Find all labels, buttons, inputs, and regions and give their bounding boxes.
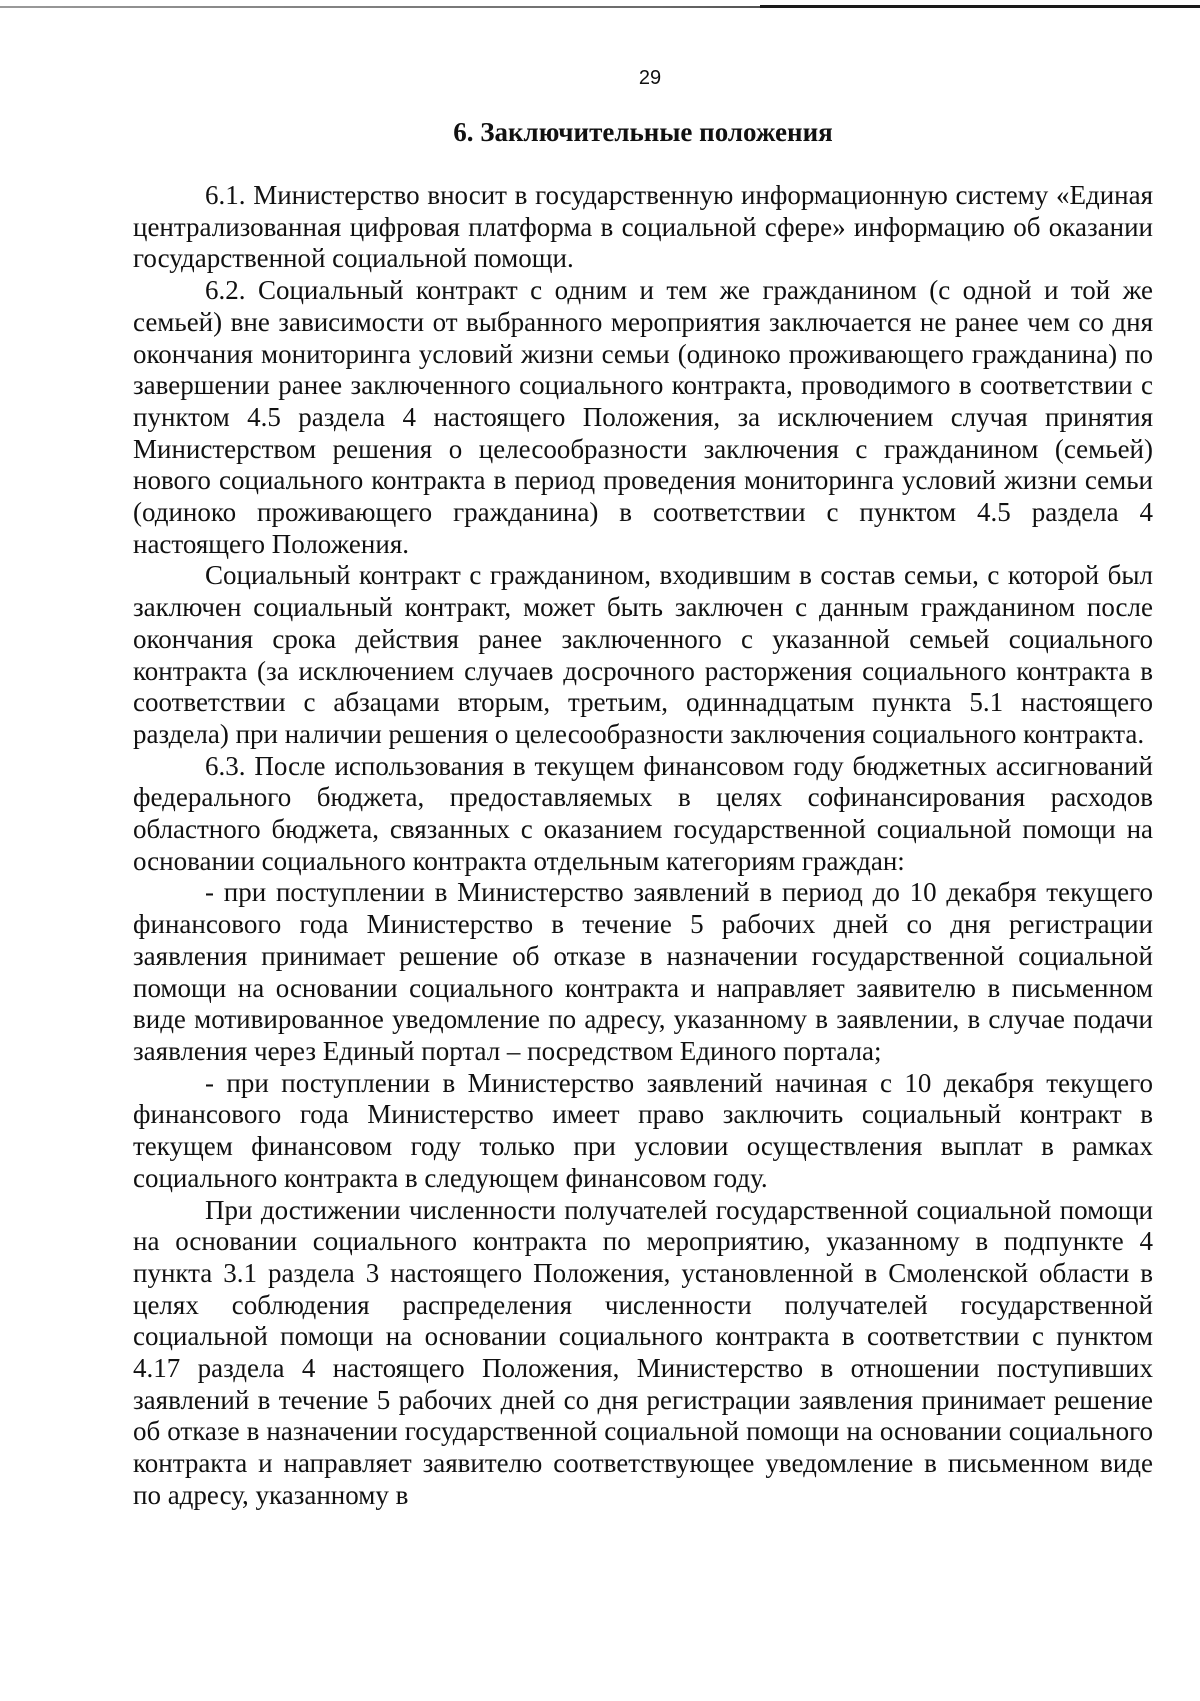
paragraph-6-1: 6.1. Министерство вносит в государственную информационную систему «Единая централизованная цифровая платформа в социальной сфере» информацию об оказании государственной социальной помощи. <box>133 180 1153 274</box>
paragraph-6-3: 6.3. После использования в текущем финансовом году бюджетных ассигнований федерального бюджета, предоставляемых в целях софинансирования расходов областного бюджета, связанных с оказанием государственной социальной помощи на основании социального контракта отдельным категориям граждан: <box>133 750 1153 876</box>
document-body <box>133 180 1153 1512</box>
scan-top-edge-dark <box>760 5 1200 8</box>
page-number: 29 <box>638 67 662 89</box>
section-title: 6. Заключительные положения <box>453 117 833 147</box>
paragraph-6-3-item-2: - при поступлении в Министерство заявлений начиная с 10 декабря текущего финансового года Министерство имеет право заключить социальный контракт в текущем финансовом году только при условии осуществления выплат в рамках социального контракта в следующем финансовом году. <box>133 1067 1153 1193</box>
paragraph-6-2: 6.2. Социальный контракт с одним и тем же гражданином (с одной и той же семьей) вне зависимости от выбранного мероприятия заключается не ранее чем со дня окончания мониторинга условий жизни семьи (одиноко проживающего гражданина) по завершении ранее заключенного социального контракта, проводимого в соответствии с пунктом 4.5 раздела 4 настоящего Положения, за исключением случая принятия Министерством решения о целесообразности заключения с гражданином (семьей) нового социального контракта в период проведения мониторинга условий жизни семьи (одиноко проживающего гражданина) в соответствии с пунктом 4.5 раздела 4 настоящего Положения. <box>133 275 1153 559</box>
paragraph-6-3-item-1: - при поступлении в Министерство заявлений в период до 10 декабря текущего финансового года Министерство в течение 5 рабочих дней со дня регистрации заявления принимает решение об отказе в назначении государственной социальной помощи на основании социального контракта и направляет заявителю в письменном виде мотивированное уведомление по адресу, указанному в заявлении, в случае подачи заявления через Единый портал – посредством Единого портала; <box>133 877 1153 1066</box>
paragraph-6-3-final: При достижении численности получателей государственной социальной помощи на основании социального контракта по мероприятию, указанному в подпункте 4 пункта 3.1 раздела 3 настоящего Положения, установленной в Смоленской области в целях соблюдения распределения численности получателей государственной социальной помощи на основании социального контракта в соответствии с пунктом 4.17 раздела 4 настоящего Положения, Министерство в отношении поступивших заявлений в течение 5 рабочих дней со дня регистрации заявления принимает решение об отказе в назначении государственной социальной помощи на основании социального контракта и направляет заявителю соответствующее уведомление в письменном виде по адресу, указанному в <box>133 1194 1153 1510</box>
paragraph-6-2-second: Социальный контракт с гражданином, входившим в состав семьи, с которой был заключен социальный контракт, может быть заключен с данным гражданином после окончания срока действия ранее заключенного с указанной семьей социального контракта (за исключением случаев досрочного расторжения социального контракта в соответствии с абзацами вторым, третьим, одиннадцатым пункта 5.1 настоящего раздела) при наличии решения о целесообразности заключения социального контракта. <box>133 560 1153 749</box>
